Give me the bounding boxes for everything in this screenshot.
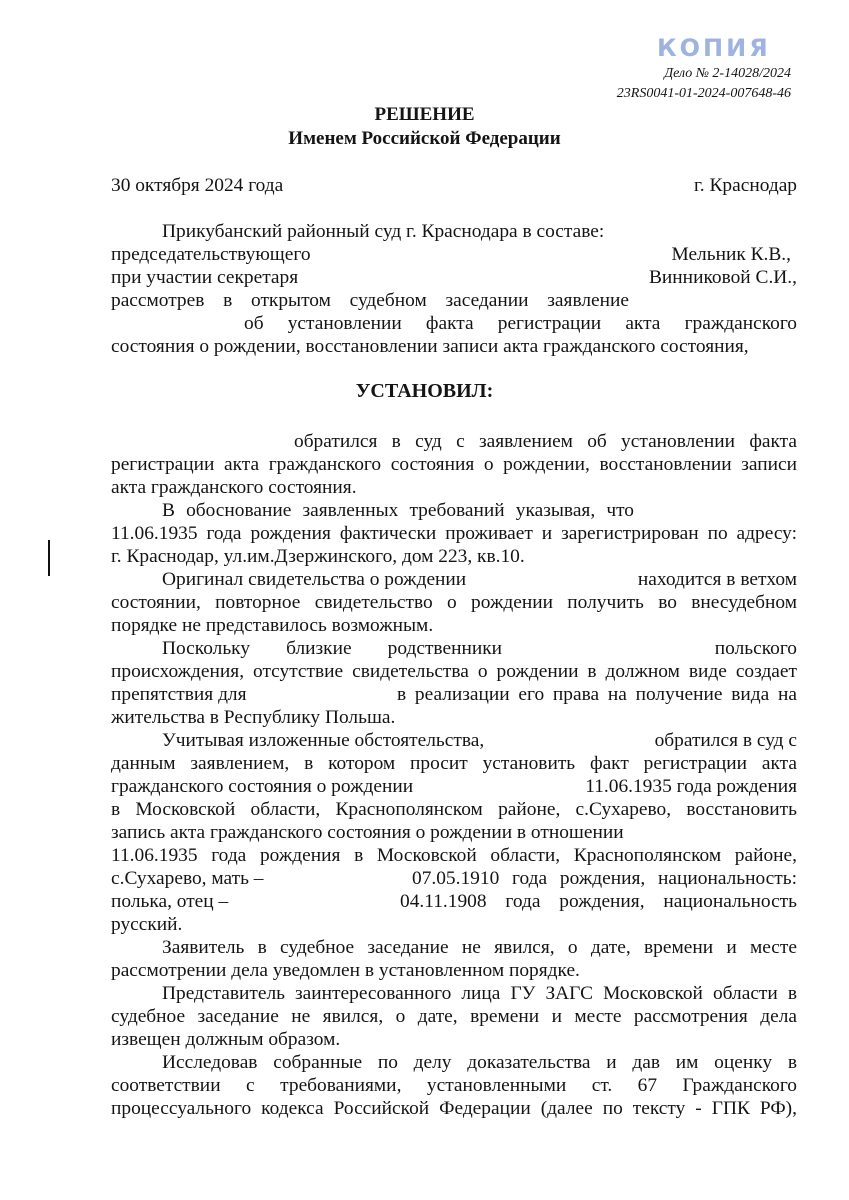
- text-line: Оригинал свидетельства о рождении: [162, 569, 467, 590]
- case-id: 23RS0041-01-2024-007648-46: [616, 86, 791, 101]
- intro-line: об установлении факта регистрации акта гражданского: [244, 313, 797, 334]
- text-line: в Московской области, Краснополянском районе, с.Сухарево, восстановить: [111, 799, 797, 820]
- text-line: Учитывая изложенные обстоятельства,: [162, 730, 485, 751]
- decision-city: г. Краснодар: [694, 175, 797, 196]
- court-composition: Прикубанский районный суд г. Краснодара в составе:: [162, 221, 605, 242]
- case-number: Дело № 2-14028/2024: [664, 66, 791, 81]
- text-line: жительства в Республику Польша.: [111, 707, 396, 728]
- text-line: препятствия для: [111, 684, 247, 705]
- text-line: происхождения, отсутствие свидетельства о рождении в должном виде создает: [111, 661, 797, 682]
- text-line: извещен должным образом.: [111, 1029, 341, 1050]
- text-line: Представитель заинтересованного лица ГУ ЗАГС Московской области в: [162, 983, 797, 1004]
- text-line: рассмотрении дела уведомлен в установленном порядке.: [111, 960, 580, 981]
- document-title: РЕШЕНИЕ: [374, 104, 475, 125]
- text-line: Поскольку близкие родственники: [162, 638, 502, 659]
- presiding-name: Мельник К.В.,: [671, 244, 791, 265]
- decision-date: 30 октября 2024 года: [111, 175, 284, 196]
- presiding-label: председательствующего: [111, 244, 311, 265]
- secretary-label: при участии секретаря: [111, 267, 299, 288]
- text-line: судебное заседание не явился, о дате, времени и месте рассмотрения дела: [111, 1006, 797, 1027]
- text-line: состоянии, повторное свидетельство о рождении получить во внесудебном: [111, 592, 797, 613]
- text-line: обратился в суд с заявлением об установлении факта: [294, 431, 797, 452]
- intro-line: состояния о рождении, восстановлении записи акта гражданского состояния,: [111, 336, 749, 357]
- text-line: соответствии с требованиями, установленными ст. 67 Гражданского: [111, 1075, 797, 1096]
- text-line: 04.11.1908 года рождения, национальность: [400, 891, 797, 912]
- text-line: 07.05.1910 года рождения, национальность:: [412, 868, 797, 889]
- secretary-name: Винниковой С.И.,: [649, 267, 797, 288]
- intro-line: рассмотрев в открытом судебном заседании заявление: [111, 290, 629, 311]
- section-heading: УСТАНОВИЛ:: [355, 380, 494, 402]
- text-line: порядке не представилось возможным.: [111, 615, 434, 636]
- text-line: запись акта гражданского состояния о рождении в отношении: [111, 822, 624, 843]
- text-line: регистрации акта гражданского состояния о рождении, восстановлении записи: [111, 454, 797, 475]
- text-line: Заявитель в судебное заседание не явился, о дате, времени и месте: [162, 937, 797, 958]
- text-line: польского: [714, 638, 797, 659]
- margin-mark: [48, 540, 50, 576]
- text-line: русский.: [111, 914, 183, 935]
- text-line: с.Сухарево, мать –: [111, 868, 264, 889]
- text-line: полька, отец –: [111, 891, 229, 912]
- text-line: 11.06.1935 года рождения фактически проживает и зарегистрирован по адресу:: [111, 523, 797, 544]
- document-subtitle: Именем Российской Федерации: [288, 128, 561, 149]
- text-line: в реализации его права на получение вида на: [397, 684, 797, 705]
- text-line: 11.06.1935 года рождения в Московской области, Краснополянском районе,: [111, 845, 797, 866]
- text-line: данным заявлением, в котором просит установить факт регистрации акта: [111, 753, 797, 774]
- text-line: акта гражданского состояния.: [111, 477, 357, 498]
- text-line: находится в ветхом: [637, 569, 797, 590]
- text-line: обратился в суд с: [654, 730, 797, 751]
- text-line: 11.06.1935 года рождения: [585, 776, 797, 797]
- text-line: гражданского состояния о рождении: [111, 776, 414, 797]
- copy-stamp: КОПИЯ: [657, 34, 771, 62]
- text-line: г. Краснодар, ул.им.Дзержинского, дом 223, кв.10.: [111, 546, 525, 567]
- text-line: процессуального кодекса Российской Федерации (далее по тексту - ГПК РФ),: [111, 1098, 797, 1119]
- text-line: Исследовав собранные по делу доказательства и дав им оценку в: [162, 1052, 797, 1073]
- text-line: В обоснование заявленных требований указывая, что: [162, 500, 634, 521]
